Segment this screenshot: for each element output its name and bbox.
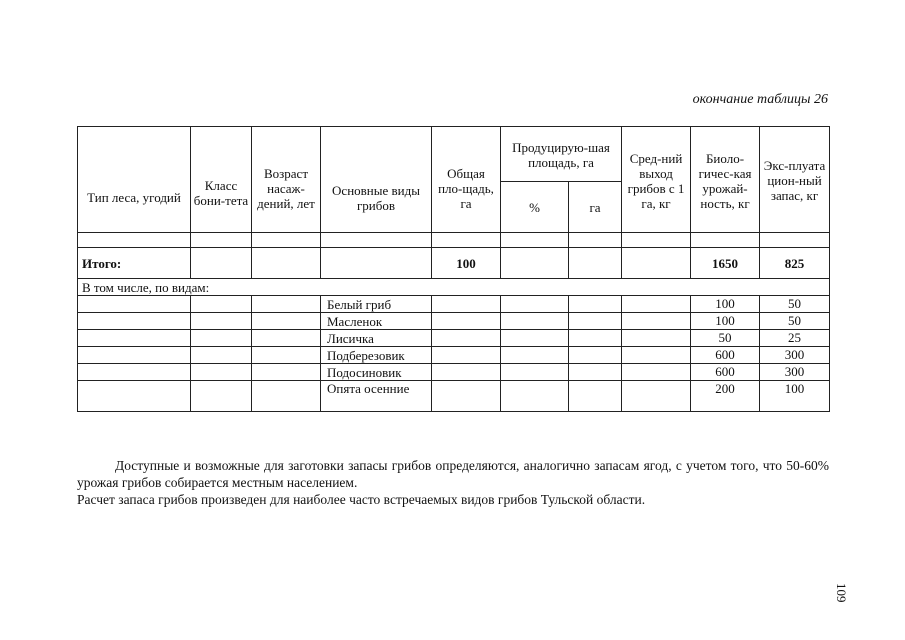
species-name: Масленок	[321, 313, 432, 330]
header-mushroom-types: Основные виды грибов	[321, 127, 432, 233]
header-ha: га	[569, 182, 622, 233]
header-avg-yield: Сред-ний выход грибов с 1 га, кг	[622, 127, 691, 233]
total-exploit: 825	[760, 248, 830, 279]
including-row	[78, 279, 830, 296]
species-name: Опята осенние	[321, 381, 432, 412]
species-exploit: 50	[760, 296, 830, 313]
page-number: 109	[834, 583, 849, 603]
header-exploit: Экс-плуата цион-ный запас, кг	[760, 127, 830, 233]
species-name: Подосиновик	[321, 364, 432, 381]
species-name: Подберезовик	[321, 347, 432, 364]
header-productive-area: Продуцирую-шая площадь, га	[501, 127, 622, 182]
species-exploit: 300	[760, 364, 830, 381]
header-forest-type: Тип леса, угодий	[78, 127, 191, 233]
total-label: Итого:	[78, 248, 191, 279]
total-row	[78, 248, 830, 279]
mushroom-table	[77, 126, 830, 412]
table-row	[78, 296, 830, 313]
table-row	[78, 347, 830, 364]
species-bio: 600	[691, 364, 760, 381]
body-text	[77, 457, 829, 508]
header-percent: %	[501, 182, 569, 233]
species-bio: 50	[691, 330, 760, 347]
total-area: 100	[432, 248, 501, 279]
paragraph-2: Расчет запаса грибов произведен для наиболее часто встречаемых видов грибов Тульской области.	[77, 492, 646, 507]
header-age: Возраст насаж-дений, лет	[252, 127, 321, 233]
species-exploit: 100	[760, 381, 830, 412]
header-bio-yield: Биоло-гичес-кая урожай-ность, кг	[691, 127, 760, 233]
including-label: В том числе, по видам:	[78, 279, 830, 296]
species-exploit: 50	[760, 313, 830, 330]
species-bio: 100	[691, 313, 760, 330]
table-row	[78, 381, 830, 412]
table-caption: окончание таблицы 26	[692, 92, 828, 107]
species-exploit: 25	[760, 330, 830, 347]
paragraph-1: Доступные и возможные для заготовки запасы грибов определяются, аналогично запасам ягод, с учетом того, что 50-60% урожая грибов собирается местным населением.	[77, 458, 829, 490]
species-bio: 600	[691, 347, 760, 364]
species-bio: 200	[691, 381, 760, 412]
species-exploit: 300	[760, 347, 830, 364]
table-row	[78, 330, 830, 347]
total-bio: 1650	[691, 248, 760, 279]
header-class: Класс бони-тета	[191, 127, 252, 233]
header-total-area: Общая пло-щадь, га	[432, 127, 501, 233]
species-name: Лисичка	[321, 330, 432, 347]
species-bio: 100	[691, 296, 760, 313]
table-row	[78, 364, 830, 381]
table-row	[78, 313, 830, 330]
species-name: Белый гриб	[321, 296, 432, 313]
spacer-row	[78, 233, 830, 248]
